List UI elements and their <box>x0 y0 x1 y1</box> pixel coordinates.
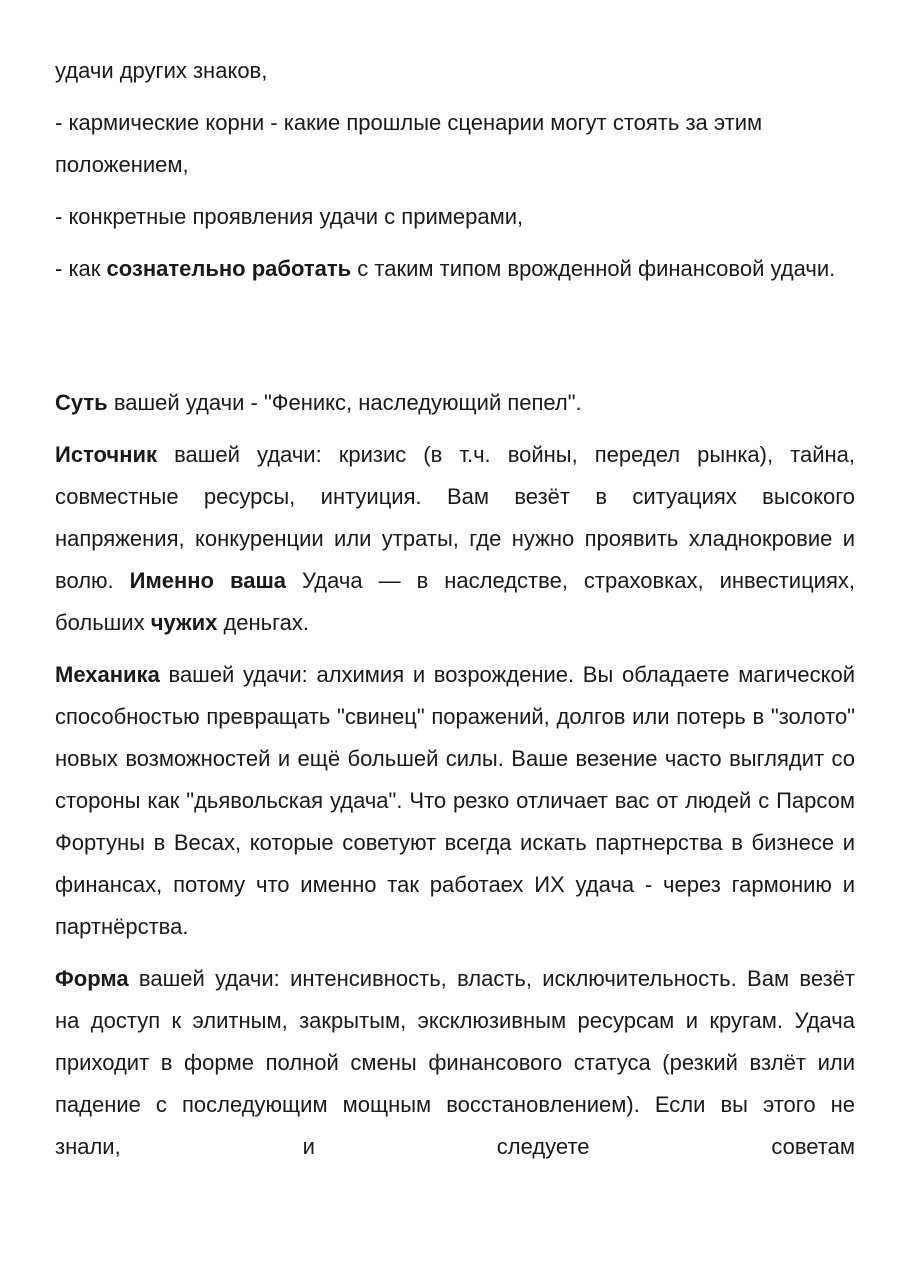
source-label: Источник <box>55 442 158 467</box>
document-page <box>55 50 855 1178</box>
list-item-how-to-work-rest: с таким типом врожденной финансовой удачи. <box>351 256 836 281</box>
list-item-continuation: удачи других знаков, <box>55 58 268 83</box>
source-bold-others: чужих <box>150 610 218 635</box>
source-text-3: деньгах. <box>217 610 310 635</box>
form-text: вашей удачи: интенсивность, власть, исключительность. Вам везёт на доступ к элитным, закрытым, эксклюзивным ресурсам и кругам. Удача приходит в форме полной смены финансового статуса (резкий взлёт или падение с последующим мощным восстановлением). Если вы этого не знали, и следуете советам <box>55 966 855 1159</box>
mechanics-paragraph <box>55 654 855 948</box>
essence-text: вашей удачи - "Феникс, наследующий пепел". <box>107 390 582 415</box>
mechanics-label: Механика <box>55 662 160 687</box>
essence-paragraph <box>55 382 855 424</box>
list-item-karmic-roots: - кармические корни - какие прошлые сценарии могут стоять за этим положением, <box>55 110 763 177</box>
form-paragraph <box>55 958 855 1168</box>
mechanics-text: вашей удачи: алхимия и возрождение. Вы обладаете магической способностью превращать "свинец" поражений, долгов или потерь в "золото" новых возможностей и ещё большей силы. Ваше везение часто выглядит со стороны как "дьявольская удача". Что резко отличает вас от людей с Парсом Фортуны в Весах, которые советуют всегда искать партнерства в бизнесе и финансах, потому что именно так работаех ИХ удача - через гармонию и партнёрства. <box>55 662 855 939</box>
source-text-2: Удача — в наследстве, страховках, инвестициях, больших <box>55 568 855 635</box>
list-item-concrete-manifestations: - конкретные проявления удачи с примерами, <box>55 204 524 229</box>
form-label: Форма <box>55 966 129 991</box>
source-paragraph <box>55 434 855 644</box>
list-item-how-to-work <box>55 248 855 290</box>
source-text-1: вашей удачи: кризис (в т.ч. войны, передел рынка), тайна, совместные ресурсы, интуиция. Вам везёт в ситуациях высокого напряжения, конкуренции или утраты, где нужно проявить хладнокровие и волю. <box>55 442 855 593</box>
essence-label: Суть <box>55 390 108 415</box>
source-bold-your: Именно ваша <box>129 568 287 593</box>
section-spacer <box>55 300 855 382</box>
list-item-how-to-work-bold: сознательно работать <box>106 256 352 281</box>
list-item-how-to-work-prefix: - как <box>55 256 107 281</box>
